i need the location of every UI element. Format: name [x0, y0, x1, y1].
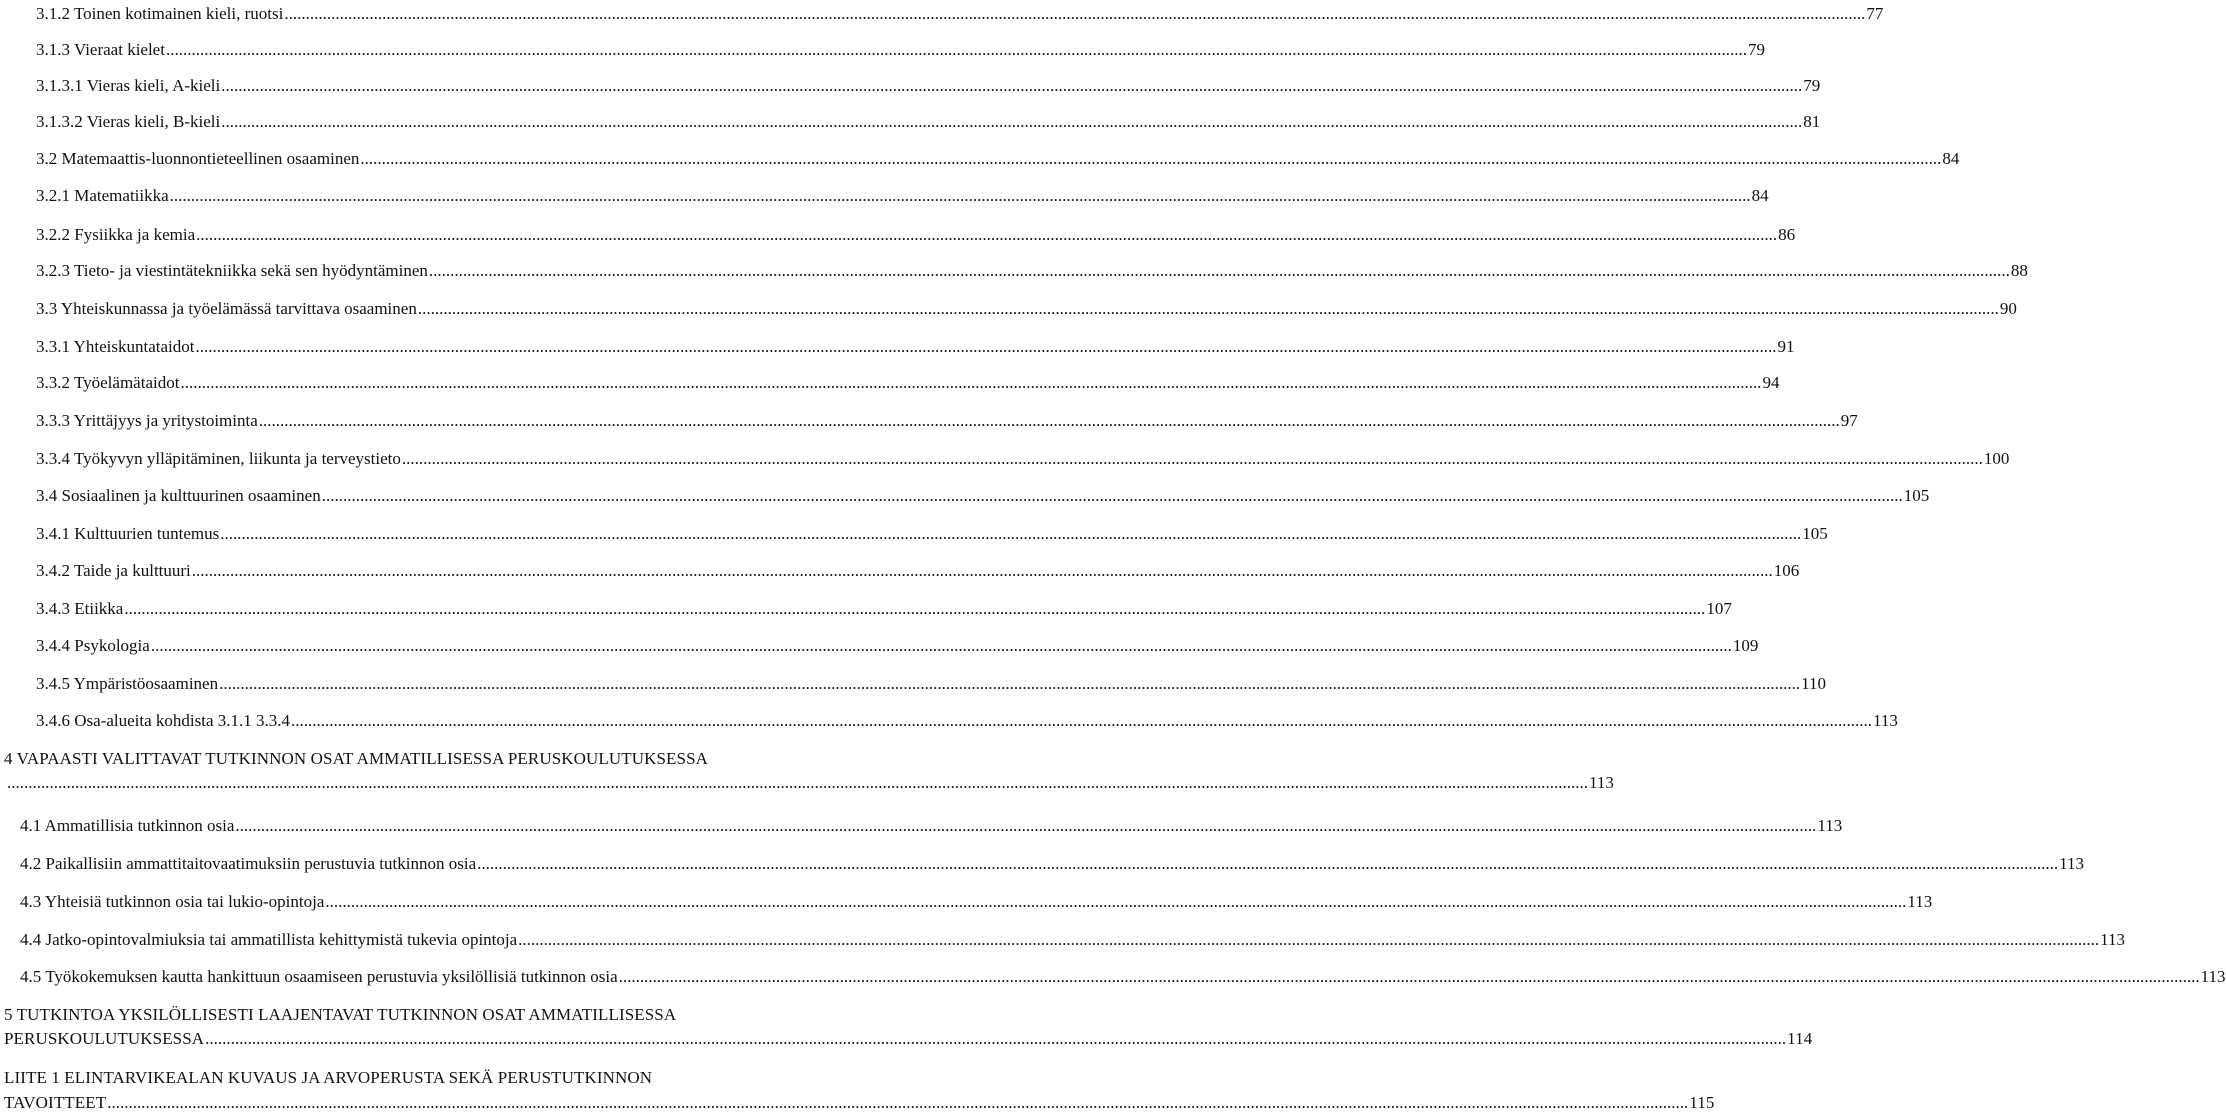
toc-entry-title: 3.1.2 Toinen kotimainen kieli, ruotsi	[36, 4, 284, 23]
toc-entry-page: 106	[1773, 561, 1800, 580]
toc-entry[interactable]	[36, 260, 2028, 282]
toc-entry[interactable]	[36, 224, 1796, 246]
toc-entry[interactable]	[36, 148, 1960, 170]
toc-entry-page: 77	[1866, 4, 1884, 23]
dot-leader	[221, 111, 1802, 133]
dot-leader	[402, 448, 1983, 470]
toc-entry-page: 114	[1787, 1029, 1813, 1048]
toc-entry-page: 86	[1778, 225, 1796, 244]
dot-leader	[166, 39, 1747, 61]
toc-entry-page: 97	[1840, 411, 1858, 430]
toc-entry[interactable]	[36, 111, 1821, 133]
toc-entry-title: 3.4 Sosiaalinen ja kulttuurinen osaaminen	[36, 486, 321, 505]
dot-leader	[107, 1092, 1688, 1114]
toc-entry-title: 3.3.3 Yrittäjyys ja yritystoiminta	[36, 411, 258, 430]
toc-entry-page: 113	[2200, 967, 2226, 986]
toc-entry[interactable]	[36, 485, 1930, 507]
toc-entry-page: 113	[2100, 930, 2126, 949]
dot-leader	[7, 772, 1588, 794]
dot-leader	[170, 185, 1751, 207]
toc-entry[interactable]	[20, 853, 2084, 875]
toc-entry[interactable]	[36, 336, 1795, 358]
toc-entry-title: 3.3.2 Työelämätaidot	[36, 373, 180, 392]
toc-entry-page: 113	[1907, 892, 1933, 911]
toc-entry[interactable]	[36, 298, 2017, 320]
toc-entry-title: 3.3.1 Yhteiskuntataidot	[36, 337, 195, 356]
dot-leader	[322, 485, 1903, 507]
toc-entry[interactable]	[36, 598, 1732, 620]
toc-entry[interactable]	[36, 185, 1769, 207]
toc-entry-title: TAVOITTEET	[4, 1093, 107, 1112]
appendix-1-title-line-2[interactable]	[4, 1092, 1715, 1114]
dot-leader	[220, 523, 1801, 545]
dot-leader	[291, 710, 1872, 732]
dot-leader	[205, 1028, 1786, 1050]
dot-leader	[360, 148, 1941, 170]
toc-entry-page: 107	[1706, 599, 1732, 618]
toc-entry[interactable]	[20, 966, 2226, 988]
toc-entry-title: PERUSKOULUTUKSESSA	[4, 1029, 205, 1048]
toc-entry-title: 4.3 Yhteisiä tutkinnon osia tai lukio-opintoja	[20, 892, 325, 911]
toc-entry-title: 4.1 Ammatillisia tutkinnon osia	[20, 816, 235, 835]
dot-leader	[180, 372, 1761, 394]
toc-entry-title: 3.2 Matemaattis-luonnontieteellinen osaaminen	[36, 149, 360, 168]
toc-entry-page: 91	[1777, 337, 1795, 356]
toc-entry-title: 3.4.5 Ympäristöosaaminen	[36, 674, 219, 693]
toc-entry-title: 4.2 Paikallisiin ammattitaitovaatimuksiin perustuvia tutkinnon osia	[20, 854, 477, 873]
toc-entry-page: 113	[1817, 816, 1843, 835]
toc-entry[interactable]	[36, 3, 1884, 25]
toc-entry-title: 3.4.1 Kulttuurien tuntemus	[36, 524, 220, 543]
toc-entry[interactable]	[36, 523, 1828, 545]
toc-entry-title: 3.3 Yhteiskunnassa ja työelämässä tarvittava osaaminen	[36, 299, 417, 318]
toc-entry[interactable]	[36, 560, 1800, 582]
toc-entry-page: 84	[1942, 149, 1960, 168]
toc-entry-title: 3.2.2 Fysiikka ja kemia	[36, 225, 196, 244]
dot-leader	[192, 560, 1773, 582]
toc-entry-page: 109	[1732, 636, 1759, 655]
toc-entry-page: 79	[1803, 76, 1821, 95]
toc-entry[interactable]	[36, 635, 1759, 657]
chapter-5-title-line-2[interactable]	[4, 1028, 1813, 1050]
dot-leader	[325, 891, 1906, 913]
dot-leader	[124, 598, 1705, 620]
chapter-5-title-line-1[interactable]: 5 TUTKINTOA YKSILÖLLISESTI LAAJENTAVAT TUTKINNON OSAT AMMATILLISESSA	[4, 1005, 677, 1024]
toc-entry-title: 3.4.3 Etiikka	[36, 599, 124, 618]
toc-entry-title: 3.3.4 Työkyvyn ylläpitäminen, liikunta ja terveystieto	[36, 449, 401, 468]
toc-entry-title: 4.5 Työkokemuksen kautta hankittuun osaamiseen perustuvia yksilöllisiä tutkinnon osia	[20, 967, 618, 986]
appendix-1-title-line-1[interactable]: LIITE 1 ELINTARVIKEALAN KUVAUS JA ARVOPERUSTA SEKÄ PERUSTUTKINNON	[4, 1068, 653, 1087]
chapter-4-leader-line[interactable]	[6, 772, 1614, 794]
toc-entry-page: 81	[1803, 112, 1821, 131]
toc-entry[interactable]	[20, 815, 1843, 837]
toc-entry-page: 113	[1873, 711, 1898, 730]
toc-entry[interactable]	[36, 75, 1821, 97]
toc-entry-title: 3.4.6 Osa-alueita kohdista 3.1.1 3.3.4	[36, 711, 291, 730]
toc-entry[interactable]	[20, 891, 1933, 913]
toc-entry-title: 3.4.2 Taide ja kulttuuri	[36, 561, 191, 580]
toc-entry-page: 88	[2010, 261, 2028, 280]
dot-leader	[477, 853, 2058, 875]
dot-leader	[196, 224, 1777, 246]
dot-leader	[219, 673, 1800, 695]
dot-leader	[284, 3, 1865, 25]
toc-entry-title: 3.1.3 Vieraat kielet	[36, 40, 165, 59]
toc-entry-page: 113	[2059, 854, 2084, 873]
chapter-4-title[interactable]: 4 VAPAASTI VALITTAVAT TUTKINNON OSAT AMMATILLISESSA PERUSKOULUTUKSESSA	[4, 749, 709, 768]
toc-entry-title: 4.4 Jatko-opintovalmiuksia tai ammatillista kehittymistä tukevia opintoja	[20, 930, 518, 949]
toc-entry-page: 94	[1762, 373, 1780, 392]
toc-entry-page: 84	[1751, 186, 1769, 205]
toc-entry-page: 90	[1999, 299, 2017, 318]
dot-leader	[235, 815, 1816, 837]
dot-leader	[259, 410, 1840, 432]
toc-entry-page: 105	[1802, 524, 1828, 543]
dot-leader	[518, 929, 2099, 951]
dot-leader	[221, 75, 1802, 97]
toc-entry[interactable]	[36, 710, 1898, 732]
dot-leader	[151, 635, 1732, 657]
toc-entry-title: 3.2.1 Matematiikka	[36, 186, 169, 205]
dot-leader	[196, 336, 1777, 358]
toc-entry[interactable]	[20, 929, 2126, 951]
toc-entry-page: 79	[1747, 40, 1765, 59]
toc-entry-page: 115	[1689, 1093, 1715, 1112]
dot-leader	[429, 260, 2010, 282]
toc-entry-page: 105	[1903, 486, 1930, 505]
toc-entry[interactable]	[36, 673, 1826, 695]
dot-leader	[619, 966, 2200, 988]
toc-entry-title: 3.2.3 Tieto- ja viestintätekniikka sekä sen hyödyntäminen	[36, 261, 428, 280]
toc-entry[interactable]	[36, 448, 2010, 470]
toc-entry-page: 100	[1983, 449, 2010, 468]
toc-entry[interactable]	[36, 372, 1780, 394]
toc-entry-title: 3.1.3.2 Vieras kieli, B-kieli	[36, 112, 221, 131]
toc-entry[interactable]	[36, 39, 1765, 61]
toc-entry-page: 113	[1589, 773, 1614, 792]
toc-entry[interactable]	[36, 410, 1858, 432]
dot-leader	[418, 298, 1999, 320]
toc-entry-page: 110	[1801, 674, 1826, 693]
toc-entry-title: 3.4.4 Psykologia	[36, 636, 150, 655]
toc-entry-title: 3.1.3.1 Vieras kieli, A-kieli	[36, 76, 221, 95]
